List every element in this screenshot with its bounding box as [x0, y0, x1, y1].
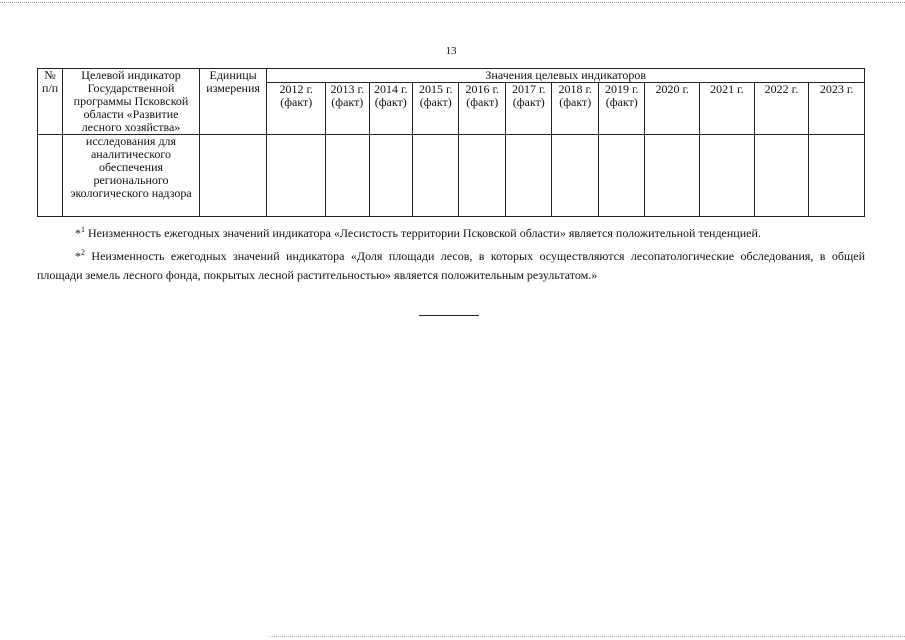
- row-value-cell: [505, 135, 552, 217]
- header-indicator: Целевой индикатор Государственной программы Псковской области «Развитие лесного хозяйства»: [63, 69, 199, 135]
- row-value-cell: [326, 135, 369, 217]
- scan-edge-top: [0, 2, 905, 3]
- row-number-cell: [38, 135, 63, 217]
- row-value-cell: [267, 135, 326, 217]
- row-value-cell: [754, 135, 809, 217]
- row-value-cell: [459, 135, 506, 217]
- header-year: 2013 г. (факт): [326, 83, 369, 135]
- header-year: 2021 г.: [700, 83, 755, 135]
- row-indicator-cell: исследования для аналитического обеспечения регионального экологического надзора: [63, 135, 199, 217]
- row-units-cell: [199, 135, 267, 217]
- row-value-cell: [412, 135, 459, 217]
- header-units: Единицы измерения: [199, 69, 267, 135]
- header-year: 2022 г.: [754, 83, 809, 135]
- end-separator-line: [419, 315, 479, 316]
- header-year: 2012 г. (факт): [267, 83, 326, 135]
- row-value-cell: [598, 135, 645, 217]
- row-value-cell: [369, 135, 412, 217]
- footnote: [37, 243, 865, 285]
- header-year: 2015 г. (факт): [412, 83, 459, 135]
- footnote-number: 1: [81, 225, 85, 234]
- table-row: [38, 135, 865, 217]
- indicators-table: [37, 68, 865, 217]
- footnote-marker: *: [75, 249, 81, 263]
- footnote-text: Неизменность ежегодных значений индикатора «Лесистость территории Псковской области» является положительной тенденцией.: [85, 226, 761, 240]
- row-value-cell: [645, 135, 700, 217]
- header-row-top: [38, 69, 865, 83]
- footnote-number: 2: [81, 248, 85, 257]
- table-body: [38, 135, 865, 217]
- scan-edge-bottom: [270, 636, 905, 637]
- header-values-group: Значения целевых индикаторов: [267, 69, 865, 83]
- header-year: 2020 г.: [645, 83, 700, 135]
- header-number: № п/п: [38, 69, 63, 135]
- header-year: 2019 г. (факт): [598, 83, 645, 135]
- row-value-cell: [552, 135, 599, 217]
- header-year: 2017 г. (факт): [505, 83, 552, 135]
- header-year: 2023 г.: [809, 83, 865, 135]
- row-value-cell: [809, 135, 865, 217]
- header-year: 2014 г. (факт): [369, 83, 412, 135]
- footnotes: [37, 220, 865, 285]
- footnote-marker: *: [75, 226, 81, 240]
- header-year: 2016 г. (факт): [459, 83, 506, 135]
- footnote-text: Неизменность ежегодных значений индикатора «Доля площади лесов, в которых осуществляются лесопатологические обследования, в общей площади земель лесного фонда, покрытых лесной растительностью» является положительным результатом.»: [37, 249, 865, 282]
- row-value-cell: [700, 135, 755, 217]
- page-number: 13: [445, 45, 457, 57]
- footnote: [37, 220, 865, 243]
- header-year: 2018 г. (факт): [552, 83, 599, 135]
